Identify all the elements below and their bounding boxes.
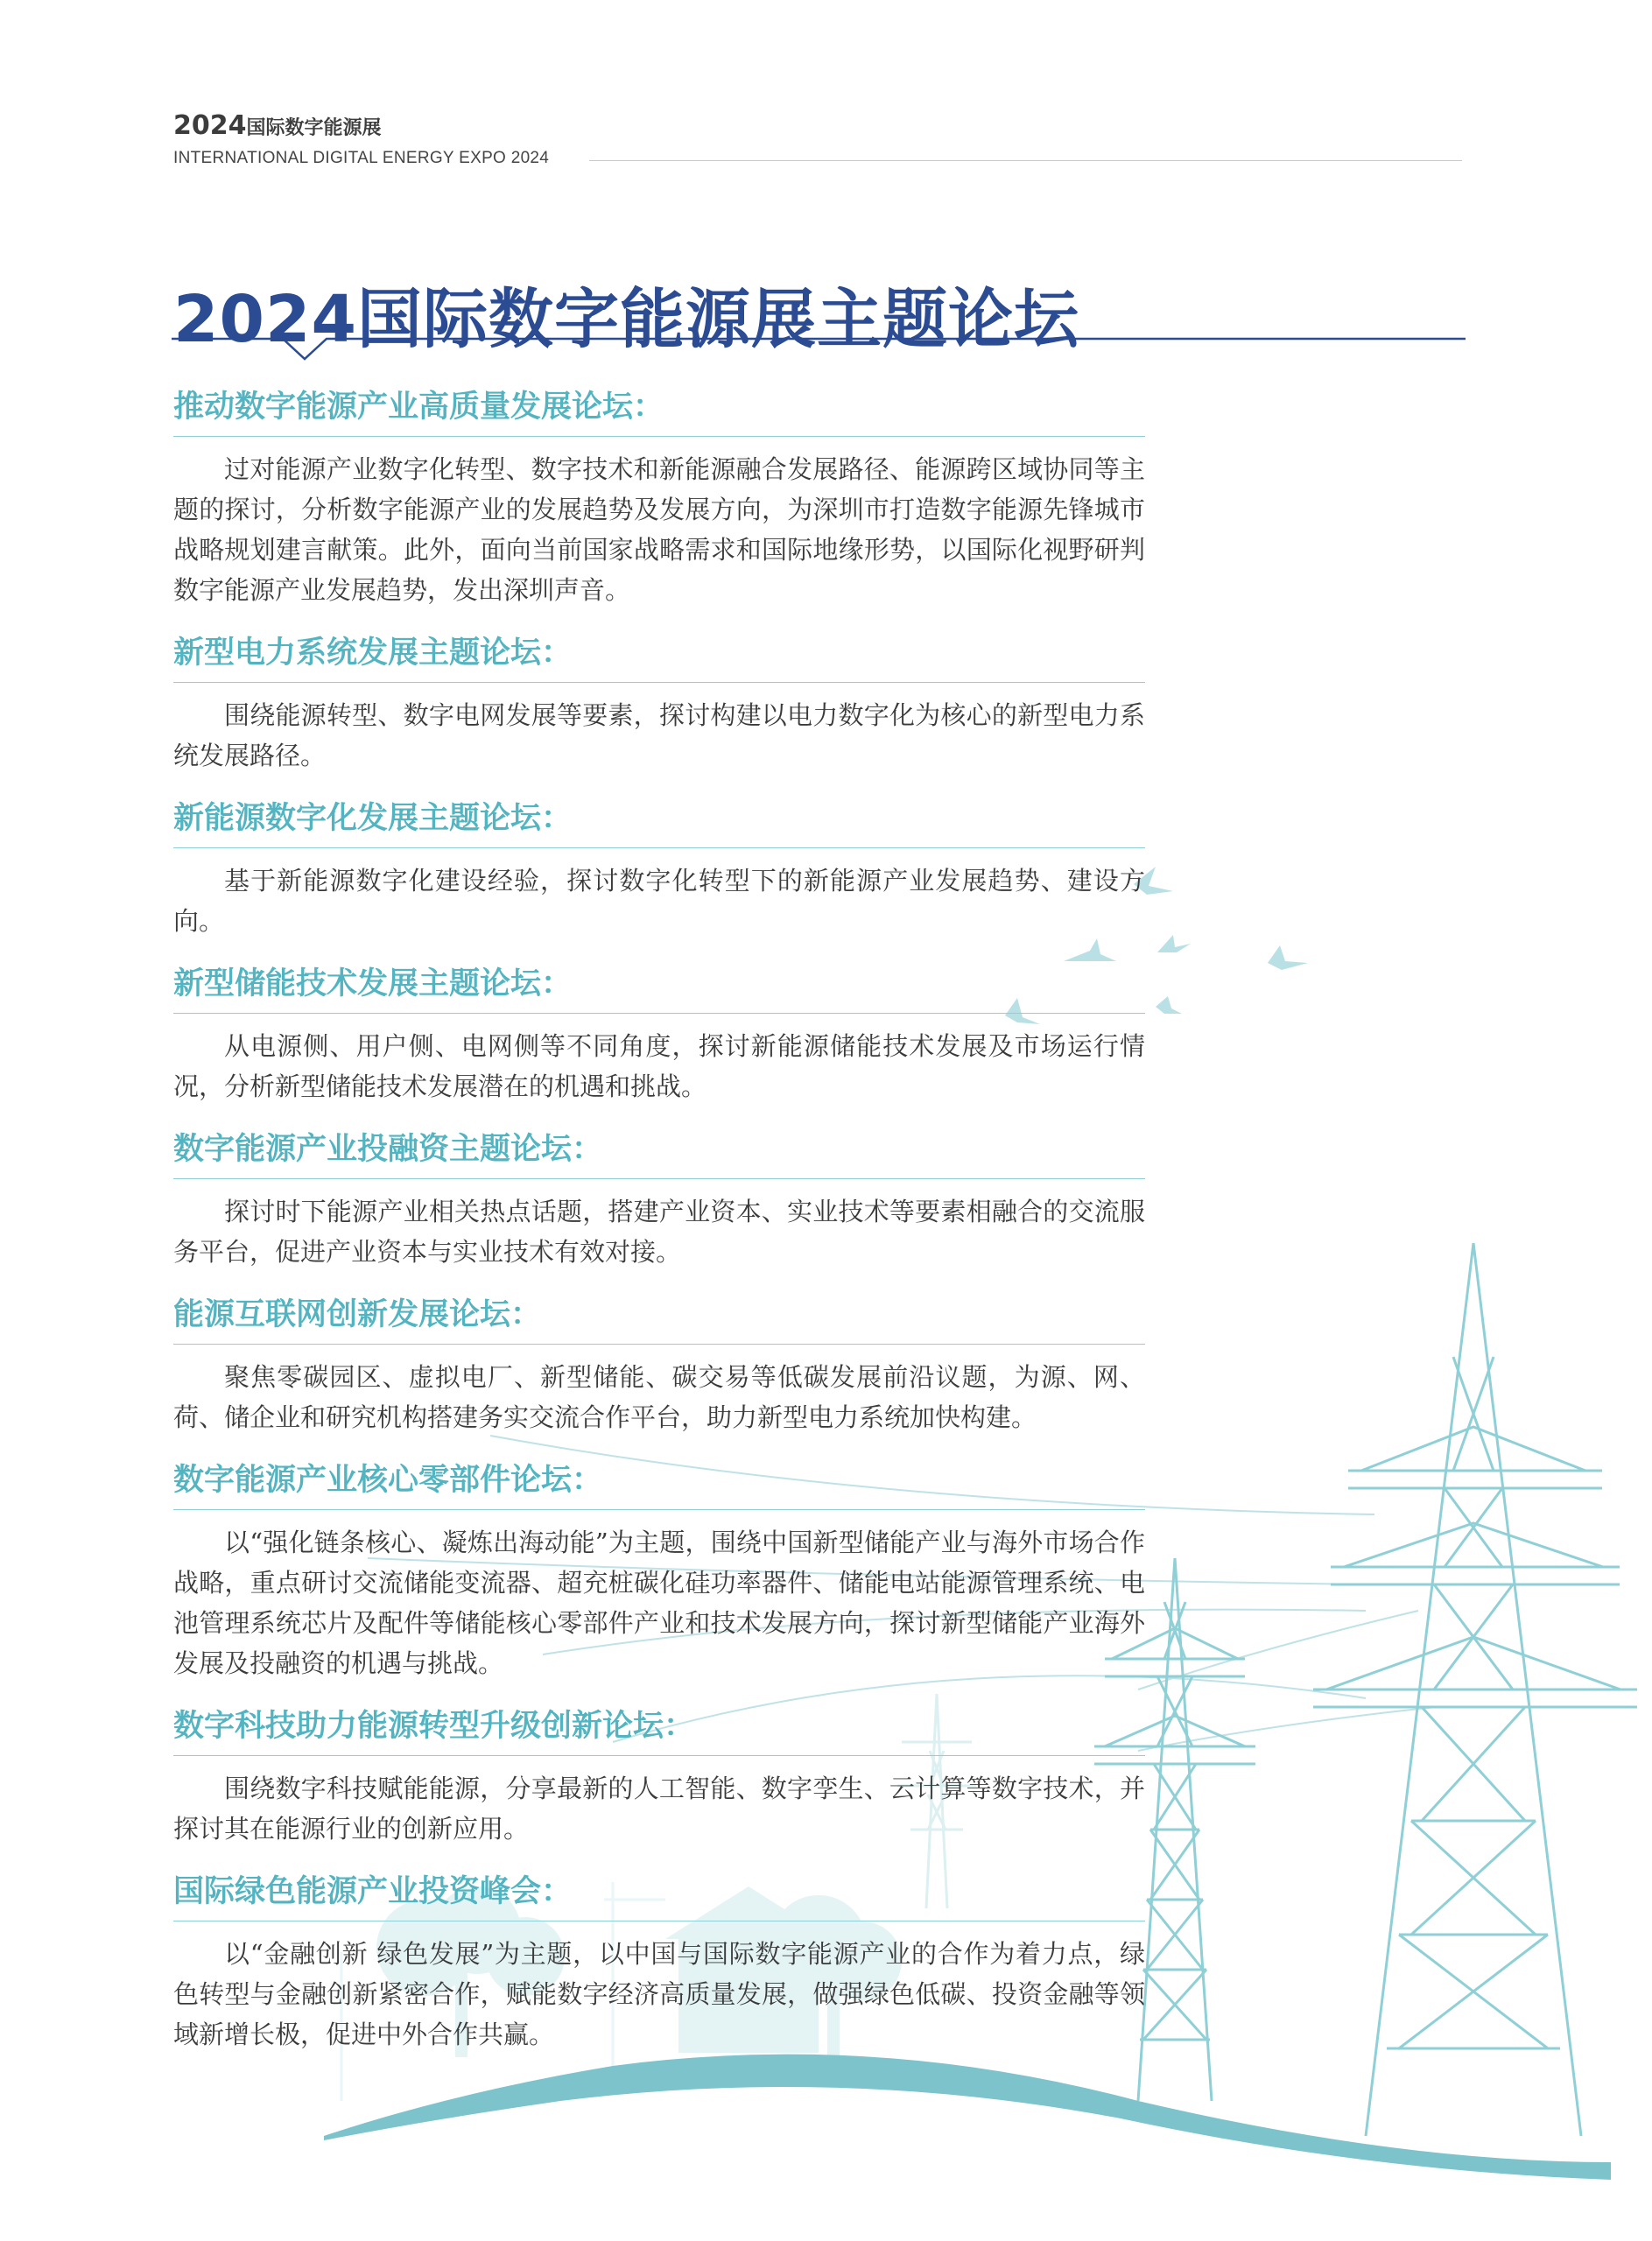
forum-section (173, 1293, 1145, 1437)
forum-description: 以“强化链条核心、凝炼出海动能”为主题，围绕中国新型储能产业与海外市场合作战略，重点研讨交流储能变流器、超充桩碳化硅功率器件、储能电站能源管理系统、电池管理系统芯片及配件等储能核心零部件产业和技术发展方向，探讨新型储能产业海外发展及投融资的机遇与挑战。 (173, 1528, 1145, 1678)
forum-section (173, 1458, 1145, 1683)
brand-cn-name: 国际数字能源展 (246, 117, 382, 139)
forum-heading: 新能源数字化发展主题论坛： (173, 797, 1145, 848)
forum-section (173, 1704, 1145, 1849)
forum-description: 围绕数字科技赋能能源，分享最新的人工智能、数字孪生、云计算等数字技术，并探讨其在能源行业的创新应用。 (173, 1774, 1145, 1844)
forum-section (173, 385, 1145, 610)
forum-heading: 能源互联网创新发展论坛： (173, 1293, 1145, 1345)
page-title: 2024国际数字能源展主题论坛 (173, 281, 1079, 357)
forum-heading: 推动数字能源产业高质量发展论坛： (173, 385, 1145, 437)
brand-en-name: INTERNATIONAL DIGITAL ENERGY EXPO 2024 (173, 149, 550, 167)
forum-section (173, 1128, 1145, 1272)
forum-description: 探讨时下能源产业相关热点话题，搭建产业资本、实业技术等要素相融合的交流服务平台，促进产业资本与实业技术有效对接。 (173, 1197, 1145, 1267)
forum-description: 围绕能源转型、数字电网发展等要素，探讨构建以电力数字化为核心的新型电力系统发展路径。 (173, 700, 1145, 770)
power-tower-icon (1313, 1243, 1637, 2136)
forum-description: 过对能源产业数字化转型、数字技术和新能源融合发展路径、能源跨区域协同等主题的探讨，分析数字能源产业的发展趋势及发展方向，为深圳市打造数字能源先锋城市战略规划建言献策。此外，面向当前国家战略需求和国际地缘形势，以国际化视野研判数字能源产业发展趋势，发出深圳声音。 (173, 454, 1145, 605)
forum-heading: 新型电力系统发展主题论坛： (173, 631, 1145, 683)
forum-heading: 新型储能技术发展主题论坛： (173, 962, 1145, 1014)
forum-description: 基于新能源数字化建设经验，探讨数字化转型下的新能源产业发展趋势、建设方向。 (173, 866, 1145, 936)
forum-description: 聚焦零碳园区、虚拟电厂、新型储能、碳交易等低碳发展前沿议题，为源、网、荷、储企业和研究机构搭建务实交流合作平台，助力新型电力系统加快构建。 (173, 1362, 1145, 1432)
forum-description: 从电源侧、用户侧、电网侧等不同角度，探讨新能源储能技术发展及市场运行情况，分析新型储能技术发展潜在的机遇和挑战。 (173, 1031, 1145, 1101)
forum-section (173, 631, 1145, 776)
forum-heading: 数字能源产业投融资主题论坛： (173, 1128, 1145, 1179)
forum-section (173, 962, 1145, 1106)
forum-heading: 数字能源产业核心零部件论坛： (173, 1458, 1145, 1510)
forum-heading: 国际绿色能源产业投资峰会： (173, 1870, 1145, 1921)
brand-year: 2024 (173, 110, 247, 141)
forum-list (173, 385, 1145, 2076)
forum-section (173, 797, 1145, 941)
forum-section (173, 1870, 1145, 2055)
forum-heading: 数字科技助力能源转型升级创新论坛： (173, 1704, 1145, 1756)
forum-description: 以“金融创新 绿色发展”为主题，以中国与国际数字能源产业的合作为着力点，绿色转型与金融创新紧密合作，赋能数字经济高质量发展，做强绿色低碳、投资金融等领域新增长极，促进中外合作共赢。 (173, 1939, 1145, 2049)
